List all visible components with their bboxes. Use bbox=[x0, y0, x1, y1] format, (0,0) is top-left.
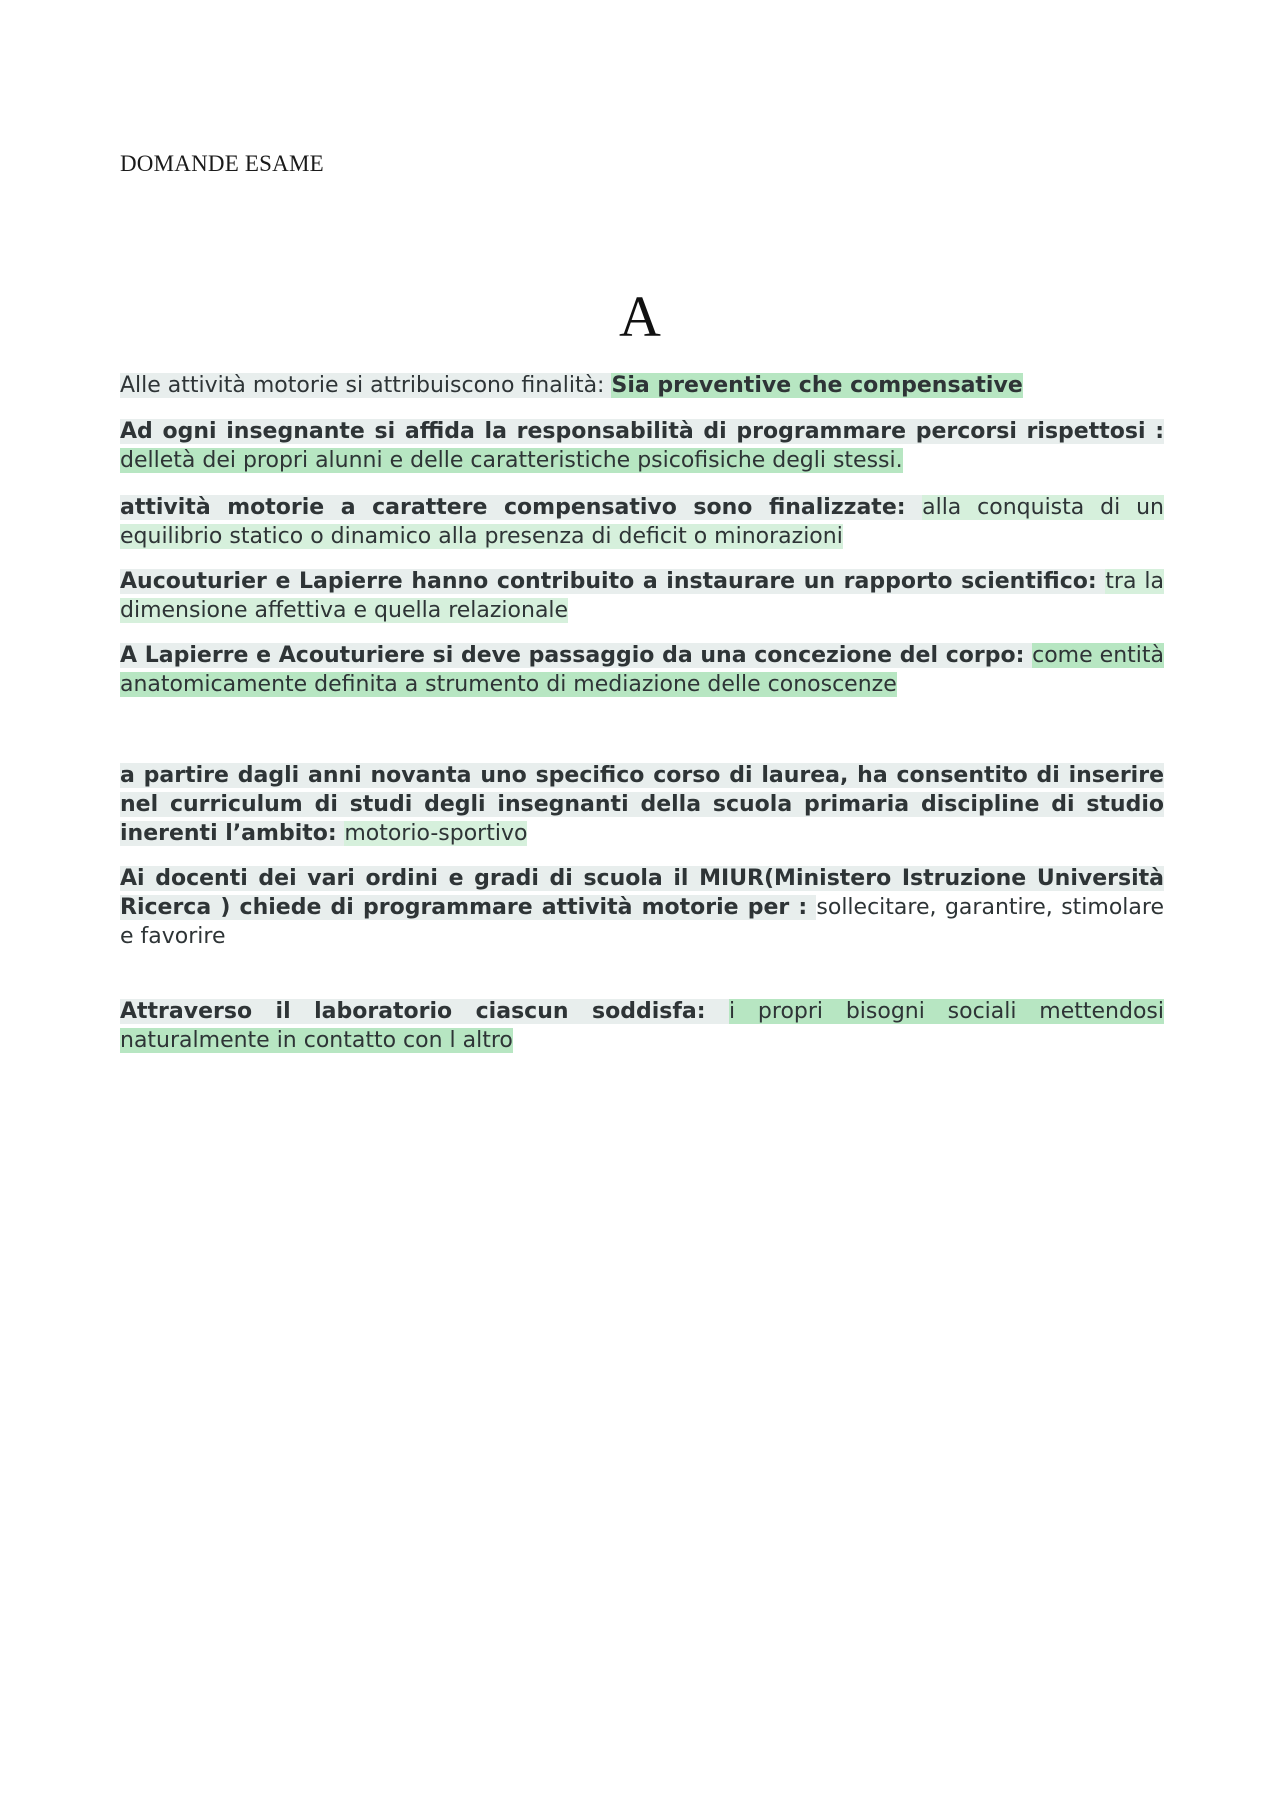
qa-item bbox=[120, 371, 1164, 400]
question-text: Alle attività motorie si attribuiscono finalità: bbox=[120, 373, 612, 398]
answer-text: i propri bisogni sociali mettendosi naturalmente in contatto con l altro bbox=[120, 999, 1164, 1053]
qa-item bbox=[120, 864, 1164, 951]
answer-text: delletà dei propri alunni e delle caratteristiche psicofisiche degli stessi. bbox=[120, 448, 903, 473]
question-text: Ai docenti dei vari ordini e gradi di scuola il MIUR(Ministero Istruzione Università Ricerca ) chiede di programmare attività motorie per : bbox=[120, 866, 1164, 920]
answer-text: come entità anatomicamente definita a strumento di mediazione delle conoscenze bbox=[120, 643, 1165, 697]
qa-item bbox=[120, 761, 1164, 848]
qa-item bbox=[120, 997, 1164, 1055]
answer-text: Sia preventive che compensative bbox=[611, 373, 1023, 398]
answer-text: alla conquista di un equilibrio statico o dinamico alla presenza di deficit o minorazioni bbox=[120, 495, 1164, 549]
question-text: Aucouturier e Lapierre hanno contribuito a instaurare un rapporto scientifico: bbox=[120, 569, 1106, 594]
qa-item bbox=[120, 641, 1164, 699]
qa-item bbox=[120, 567, 1164, 625]
answer-text: motorio-sportivo bbox=[344, 821, 528, 846]
question-text: A Lapierre e Acouturiere si deve passaggio da una concezione del corpo: bbox=[120, 643, 1033, 668]
question-text: Attraverso il laboratorio ciascun soddisfa: bbox=[120, 999, 730, 1024]
document-header: DOMANDE ESAME bbox=[120, 151, 324, 176]
question-text: Ad ogni insegnante si affida la responsabilità di programmare percorsi rispettosi : bbox=[120, 419, 1164, 444]
question-text: attività motorie a carattere compensativo sono finalizzate: bbox=[120, 495, 923, 520]
answer-text: sollecitare, garantire, stimolare e favorire bbox=[120, 895, 1164, 949]
section-letter: A bbox=[619, 284, 661, 349]
answer-text: tra la dimensione affettiva e quella relazionale bbox=[120, 569, 1164, 623]
question-text: a partire dagli anni novanta uno specifico corso di laurea, ha consentito di inserire nel curriculum di studi degli insegnanti della scuola primaria discipline di studio inerenti l’ambito: bbox=[120, 763, 1164, 846]
qa-item bbox=[120, 417, 1164, 475]
qa-item bbox=[120, 493, 1164, 551]
